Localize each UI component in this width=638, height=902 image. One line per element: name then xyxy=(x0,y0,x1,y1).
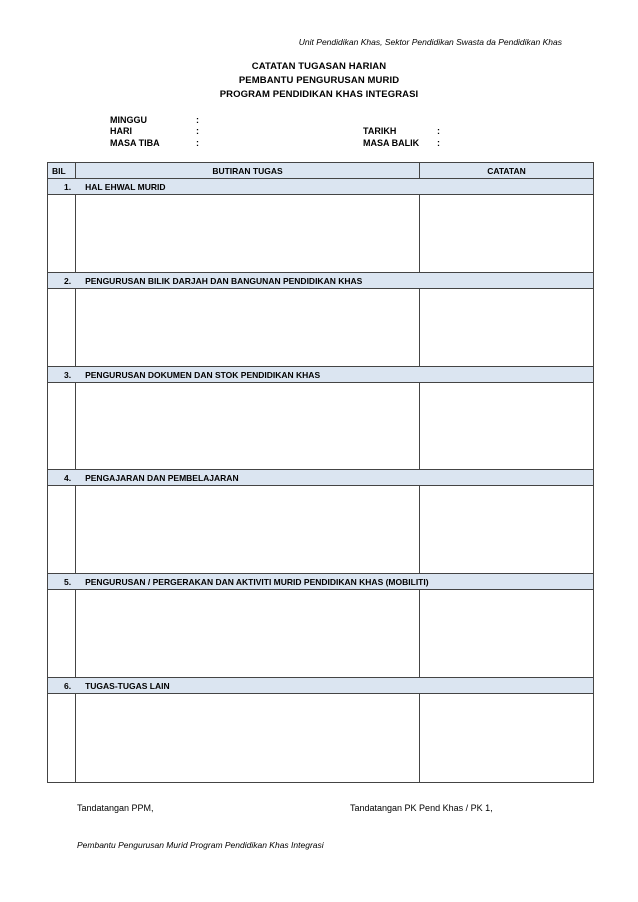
section-number: 2. xyxy=(64,275,72,286)
field-hari-label: HARI xyxy=(110,126,132,136)
field-minggu-label: MINGGU xyxy=(110,115,147,125)
form-title-line-1: CATATAN TUGASAN HARIAN xyxy=(251,61,387,72)
catatan-cell[interactable] xyxy=(420,195,594,273)
catatan-cell[interactable] xyxy=(420,289,594,367)
section-row-5 xyxy=(48,574,594,590)
bil-cell[interactable] xyxy=(48,590,76,678)
bil-cell[interactable] xyxy=(48,195,76,273)
section-title: PENGAJARAN DAN PEMBELAJARAN xyxy=(85,472,239,483)
catatan-cell[interactable] xyxy=(420,486,594,574)
section-title: HAL EHWAL MURID xyxy=(85,181,166,192)
section-title: TUGAS-TUGAS LAIN xyxy=(85,680,170,691)
table-header-row xyxy=(48,163,594,179)
field-masa-balik-label: MASA BALIK xyxy=(363,138,420,148)
header-butiran-tugas: BUTIRAN TUGAS xyxy=(76,163,420,179)
section-body-2 xyxy=(48,289,594,367)
header-catatan: CATATAN xyxy=(420,163,594,179)
section-number: 5. xyxy=(64,576,72,587)
field-masa-tiba-colon: : xyxy=(196,138,199,148)
task-table xyxy=(47,162,594,783)
field-minggu-colon: : xyxy=(196,115,199,125)
signature-ppm: Tandatangan PPM, xyxy=(77,803,154,813)
butiran-cell[interactable] xyxy=(76,289,420,367)
section-body-5 xyxy=(48,590,594,678)
footer-note: Pembantu Pengurusan Murid Program Pendidikan Khas Integrasi xyxy=(77,840,324,850)
section-title: PENGURUSAN DOKUMEN DAN STOK PENDIDIKAN KHAS xyxy=(85,369,321,380)
bil-cell[interactable] xyxy=(48,694,76,783)
catatan-cell[interactable] xyxy=(420,383,594,470)
section-body-1 xyxy=(48,195,594,273)
field-masa-balik-colon: : xyxy=(437,138,440,148)
butiran-cell[interactable] xyxy=(76,383,420,470)
catatan-cell[interactable] xyxy=(420,694,594,783)
section-title: PENGURUSAN / PERGERAKAN DAN AKTIVITI MURID PENDIDIKAN KHAS (MOBILITI) xyxy=(85,576,429,587)
butiran-cell[interactable] xyxy=(76,590,420,678)
section-number: 1. xyxy=(64,181,72,192)
form-title-line-2: PEMBANTU PENGURUSAN MURID xyxy=(238,75,400,86)
section-row-4 xyxy=(48,470,594,486)
section-body-3 xyxy=(48,383,594,470)
section-body-6 xyxy=(48,694,594,783)
header-bil: BIL xyxy=(48,163,76,179)
section-body-4 xyxy=(48,486,594,574)
bil-cell[interactable] xyxy=(48,289,76,367)
section-number: 4. xyxy=(64,472,72,483)
bil-cell[interactable] xyxy=(48,383,76,470)
butiran-cell[interactable] xyxy=(76,195,420,273)
section-row-2 xyxy=(48,273,594,289)
bil-cell[interactable] xyxy=(48,486,76,574)
section-row-6 xyxy=(48,678,594,694)
field-masa-tiba-label: MASA TIBA xyxy=(110,138,160,148)
section-number: 6. xyxy=(64,680,72,691)
field-tarikh-colon: : xyxy=(437,126,440,136)
catatan-cell[interactable] xyxy=(420,590,594,678)
section-row-1 xyxy=(48,179,594,195)
section-number: 3. xyxy=(64,369,72,380)
unit-header: Unit Pendidikan Khas, Sektor Pendidikan Swasta da Pendidikan Khas xyxy=(298,37,562,47)
section-row-3 xyxy=(48,367,594,383)
field-hari-colon: : xyxy=(196,126,199,136)
section-title: PENGURUSAN BILIK DARJAH DAN BANGUNAN PENDIDIKAN KHAS xyxy=(85,275,363,286)
butiran-cell[interactable] xyxy=(76,486,420,574)
field-tarikh-label: TARIKH xyxy=(363,126,397,136)
butiran-cell[interactable] xyxy=(76,694,420,783)
signature-pk: Tandatangan PK Pend Khas / PK 1, xyxy=(350,803,493,813)
form-title-line-3: PROGRAM PENDIDIKAN KHAS INTEGRASI xyxy=(219,89,419,100)
